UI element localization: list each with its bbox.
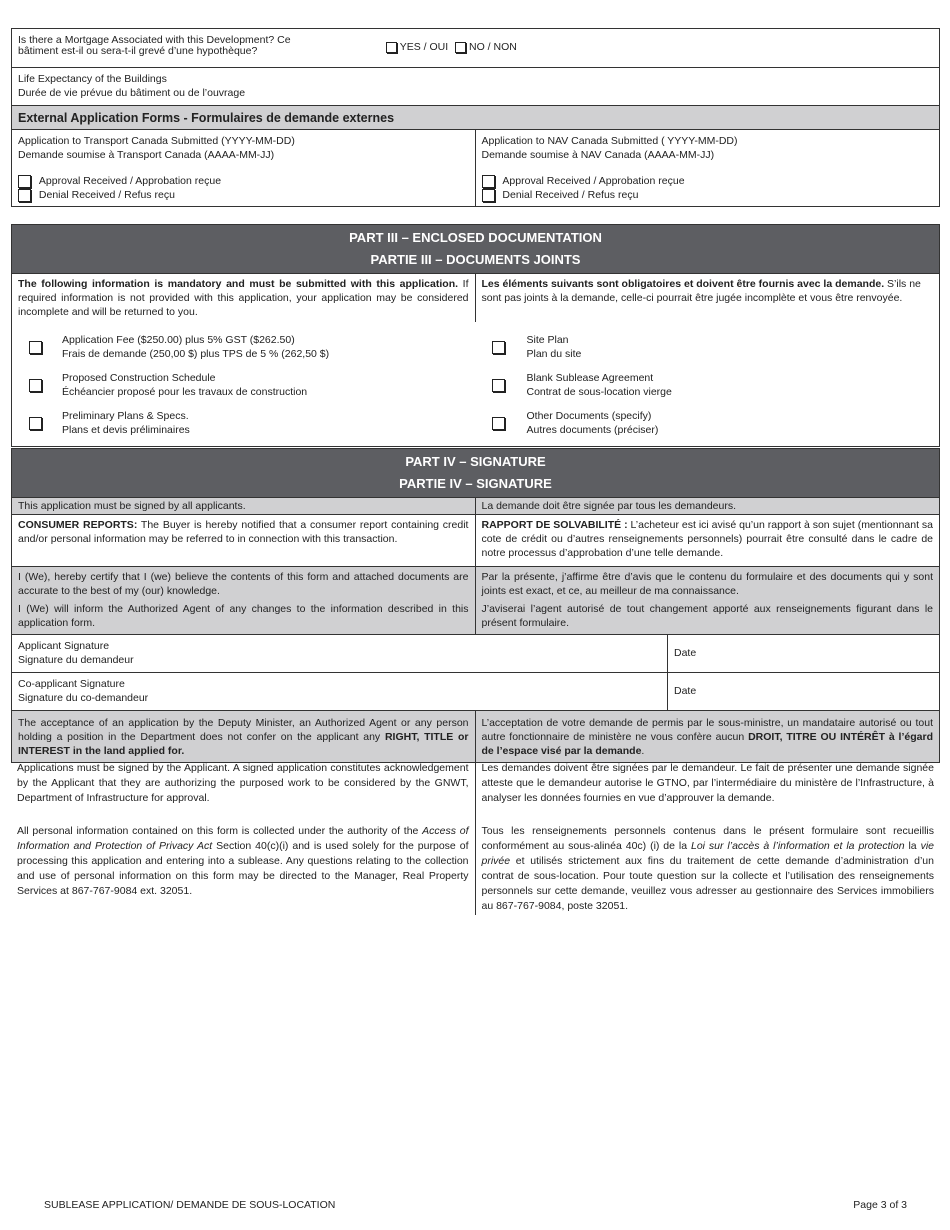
coapplicant-date-field[interactable] xyxy=(668,673,702,710)
privacy-en-1: All personal information contained on this form is collected under the authority of the xyxy=(17,825,423,837)
acceptance-fr-rest: L’acceptation de votre demande de permis par le sous-ministre, un mandataire autorisé ou tout autre fonctionnaire de ministère ne vous confère aucun xyxy=(481,717,933,743)
doc-item-label-fr: Plans et devis préliminaires xyxy=(62,424,190,436)
coapplicant-signature-field[interactable] xyxy=(12,673,668,710)
doc-item-label-fr: Frais de demande (250,00 $) plus TPS de 5 % (262,50 $) xyxy=(62,348,330,360)
doc-item-label-fr: Plan du site xyxy=(526,348,582,360)
footer-form-title: SUBLEASE APPLICATION/ DEMANDE DE SOUS-LOCATION xyxy=(44,1199,336,1211)
construction-schedule-checkbox[interactable] xyxy=(29,379,42,392)
transport-denial-checkbox[interactable] xyxy=(18,189,31,202)
nav-label-fr: Demande soumise à NAV Canada (AAAA-MM-JJ) xyxy=(481,149,715,161)
external-forms-header: External Application Forms - Formulaires de demande externes xyxy=(12,105,939,129)
mortgage-no-label: NO / NON xyxy=(469,41,517,53)
part4-title-en: PART IV – SIGNATURE xyxy=(405,454,546,469)
signed-by-applicant-fr: Les demandes doivent être signées par le demandeur. Le fait de présenter une demande signée atteste que le demandeur autorise le GTNO, par l’intermédiaire du ministère de l’Infrastructure, à analyser les données fournies en vue d’approuver la demande. xyxy=(481,762,934,804)
privacy-fr-1: Tous les renseignements personnels contenus dans le présent formulaire sont recueillis conformément au sous-alinéa 40c) (i) de la xyxy=(481,825,934,852)
external-forms-row xyxy=(12,129,939,206)
signed-by-all-row xyxy=(12,497,939,514)
certify-en-1: I (We), hereby certify that I (we) believe the contents of this form and attached documents are accurate to the best of my (our) knowledge. xyxy=(18,571,469,597)
site-plan-checkbox[interactable] xyxy=(492,341,505,354)
part3-intro-fr xyxy=(476,274,940,322)
consumer-reports-en xyxy=(12,515,476,566)
doc-item-label-en: Preliminary Plans & Specs. xyxy=(62,410,189,422)
acceptance-fr-bold: DROIT, TITRE OU INTÉRÊT à l’égard de l’espace visé par la demande xyxy=(481,731,933,757)
doc-item-label-en: Other Documents (specify) xyxy=(526,410,652,422)
doc-item-label-en: Proposed Construction Schedule xyxy=(62,372,216,384)
transport-label-en: Application to Transport Canada Submitted (YYYY-MM-DD) xyxy=(18,135,295,147)
top-section xyxy=(11,28,940,207)
applicant-signature-en: Applicant Signature xyxy=(18,640,110,652)
footer-page-number: Page 3 of 3 xyxy=(853,1199,907,1211)
part3-intro-en-bold: The following information is mandatory and must be submitted with this application. xyxy=(18,278,459,290)
notes-section xyxy=(11,759,940,915)
acceptance-en-bold: RIGHT, TITLE or INTEREST in the land applied for. xyxy=(18,731,469,757)
part3-items-right xyxy=(477,328,940,442)
acceptance-fr-end: . xyxy=(641,745,645,757)
mortgage-no-checkbox[interactable] xyxy=(455,42,466,53)
transport-canada-cell[interactable] xyxy=(12,130,476,206)
mortgage-question-en: Is there a Mortgage Associated with this Development? Ce xyxy=(18,34,291,46)
notes-fr xyxy=(476,759,941,915)
coapplicant-date-label: Date xyxy=(674,685,697,697)
life-expectancy-en: Life Expectancy of the Buildings xyxy=(18,73,167,85)
doc-item-preliminary-plans xyxy=(14,404,477,442)
consumer-reports-fr xyxy=(476,515,940,566)
part3-intro-en-rest: If required information is not provided with this application, your application may be considered incomplete and will be returned to you. xyxy=(18,278,469,318)
acceptance-en-rest: The acceptance of an application by the Deputy Minister, an Authorized Agent or any person holding a position in the Department does not confer on the applicant any xyxy=(18,717,469,743)
mortgage-yes-checkbox[interactable] xyxy=(386,42,397,53)
nav-denial-checkbox[interactable] xyxy=(482,189,495,202)
doc-item-label-fr: Échéancier proposé pour les travaux de construction xyxy=(62,386,308,398)
doc-item-label-fr: Autres documents (préciser) xyxy=(526,424,659,436)
transport-label-fr: Demande soumise à Transport Canada (AAAA-MM-JJ) xyxy=(18,149,275,161)
doc-item-sublease-agreement xyxy=(477,366,940,404)
certify-fr-1: Par la présente, j’affirme être d’avis que le contenu du formulaire et des documents qui y sont joints est exact, et ce, au meilleur de ma connaissance. xyxy=(481,571,933,597)
transport-approval-label: Approval Received / Approbation reçue xyxy=(38,175,222,187)
part3-title-en: PART III – ENCLOSED DOCUMENTATION xyxy=(349,230,602,245)
certify-en-2: I (We) will inform the Authorized Agent of any changes to the information described in this application form. xyxy=(18,603,469,629)
life-expectancy-fr: Durée de vie prévue du bâtiment ou de l’ouvrage xyxy=(18,87,246,99)
part3-intro-en xyxy=(12,274,476,322)
coapplicant-signature-fr: Signature du co-demandeur xyxy=(18,692,149,704)
privacy-en-2: Section 40(c)(i) and is used solely for the purpose of processing this application and entering into a sublease. Any questions relating to the collection and use of personal information on this form may be directed to the Manager, Real Property Services at 867-767-9084 ext. 32051. xyxy=(17,840,469,897)
applicant-signature-row xyxy=(12,634,939,672)
applicant-date-field[interactable] xyxy=(668,635,702,672)
nav-label-en: Application to NAV Canada Submitted ( YYYY-MM-DD) xyxy=(481,135,738,147)
certify-fr xyxy=(476,567,940,634)
applicant-signature-field[interactable] xyxy=(12,635,668,672)
part3-intro-fr-bold: Les éléments suivants sont obligatoires et doivent être fournis avec la demande. xyxy=(481,278,885,290)
part3-section xyxy=(11,224,940,447)
part3-intro-fr-rest: S’ils ne sont pas joints à la demande, celle-ci pourrait être jugée incomplète et vous être renvoyée. xyxy=(481,278,921,304)
coapplicant-signature-row xyxy=(12,672,939,710)
part3-title xyxy=(12,225,939,273)
transport-denial-label: Denial Received / Refus reçu xyxy=(38,189,175,201)
preliminary-plans-checkbox[interactable] xyxy=(29,417,42,430)
consumer-reports-en-rest: The Buyer is hereby notified that a consumer report containing credit and/or personal information may be referred to in connection with this transaction. xyxy=(18,519,469,545)
consumer-reports-row xyxy=(12,514,939,566)
privacy-fr-2: la xyxy=(904,840,921,852)
privacy-fr-3: et utilisés strictement aux fins du traitement de cette demande d’administration d’un contrat de sous-location. Pour toute question sur la collecte et l’utilisation des renseignements personnels sur cette demande, veuillez vous adresser au gestionnaire des Services immobiliers au 867-767-9084, poste 32051. xyxy=(481,855,934,912)
applicant-signature-fr: Signature du demandeur xyxy=(18,654,134,666)
nav-canada-cell[interactable] xyxy=(476,130,940,206)
doc-item-site-plan xyxy=(477,328,940,366)
applicant-date-label: Date xyxy=(674,647,697,659)
sublease-agreement-checkbox[interactable] xyxy=(492,379,505,392)
part3-title-fr: PARTIE III – DOCUMENTS JOINTS xyxy=(370,252,581,267)
nav-denial-label: Denial Received / Refus reçu xyxy=(502,189,639,201)
certify-row xyxy=(12,566,939,634)
doc-item-label-en: Blank Sublease Agreement xyxy=(526,372,654,384)
nav-approval-label: Approval Received / Approbation reçue xyxy=(502,175,685,187)
privacy-fr xyxy=(482,824,935,914)
privacy-fr-vie-privee: vie privée xyxy=(481,840,934,867)
notes-en xyxy=(11,759,476,915)
privacy-fr-act: Loi sur l’accès à l’information et la protection xyxy=(690,840,905,852)
doc-item-application-fee xyxy=(14,328,477,366)
part3-intro-row xyxy=(12,273,939,322)
consumer-reports-fr-bold: RAPPORT DE SOLVABILITÉ : xyxy=(481,519,628,531)
signed-by-all-en: This application must be signed by all applicants. xyxy=(12,498,476,514)
consumer-reports-en-bold: CONSUMER REPORTS: xyxy=(18,519,138,531)
privacy-en xyxy=(17,824,469,899)
part4-section xyxy=(11,448,940,763)
doc-item-label-fr: Contrat de sous-location vierge xyxy=(526,386,672,398)
privacy-en-act: Access of Information and Protection of Privacy Act xyxy=(17,825,469,852)
mortgage-yes-label: YES / OUI xyxy=(399,41,449,53)
doc-item-label-en: Application Fee ($250.00) plus 5% GST ($262.50) xyxy=(62,334,295,346)
certify-fr-2: J’aviserai l’agent autorisé de tout changement apporté aux renseignements figurant dans le présent formulaire. xyxy=(481,603,933,629)
certify-en xyxy=(12,567,476,634)
part4-title-fr: PARTIE IV – SIGNATURE xyxy=(399,476,552,491)
acceptance-en xyxy=(12,711,476,762)
coapplicant-signature-en: Co-applicant Signature xyxy=(18,678,125,690)
other-documents-checkbox[interactable] xyxy=(492,417,505,430)
consumer-reports-fr-rest: L’acheteur est ici avisé qu’un rapport à son sujet (mentionnant sa cote de crédit ou d’autres renseignements personnels) pourrait être consulté dans le cadre de notre processus d’approbation d’une telle demande. xyxy=(481,519,934,559)
signed-by-applicant-en: Applications must be signed by the Applicant. A signed application constitutes acknowledgement by the Applicant that they are authorizing the purposed work to be considered by the GNWT, Department of Infrastructure for approval. xyxy=(17,762,469,804)
doc-item-construction-schedule xyxy=(14,366,477,404)
nav-approval-checkbox[interactable] xyxy=(482,175,495,188)
mortgage-row xyxy=(12,29,939,67)
application-fee-checkbox[interactable] xyxy=(29,341,42,354)
doc-item-other-documents xyxy=(477,404,940,442)
mortgage-question-fr: bâtiment est-il ou sera-t-il grevé d’une hypothèque? xyxy=(18,45,258,57)
part3-items-left xyxy=(12,328,477,442)
signed-by-all-fr: La demande doit être signée par tous les demandeurs. xyxy=(481,500,736,512)
part3-items xyxy=(12,322,939,446)
transport-approval-checkbox[interactable] xyxy=(18,175,31,188)
acceptance-row xyxy=(12,710,939,762)
part4-title xyxy=(12,449,939,497)
life-expectancy-row[interactable] xyxy=(12,67,939,105)
acceptance-fr xyxy=(476,711,940,762)
doc-item-label-en: Site Plan xyxy=(526,334,569,346)
